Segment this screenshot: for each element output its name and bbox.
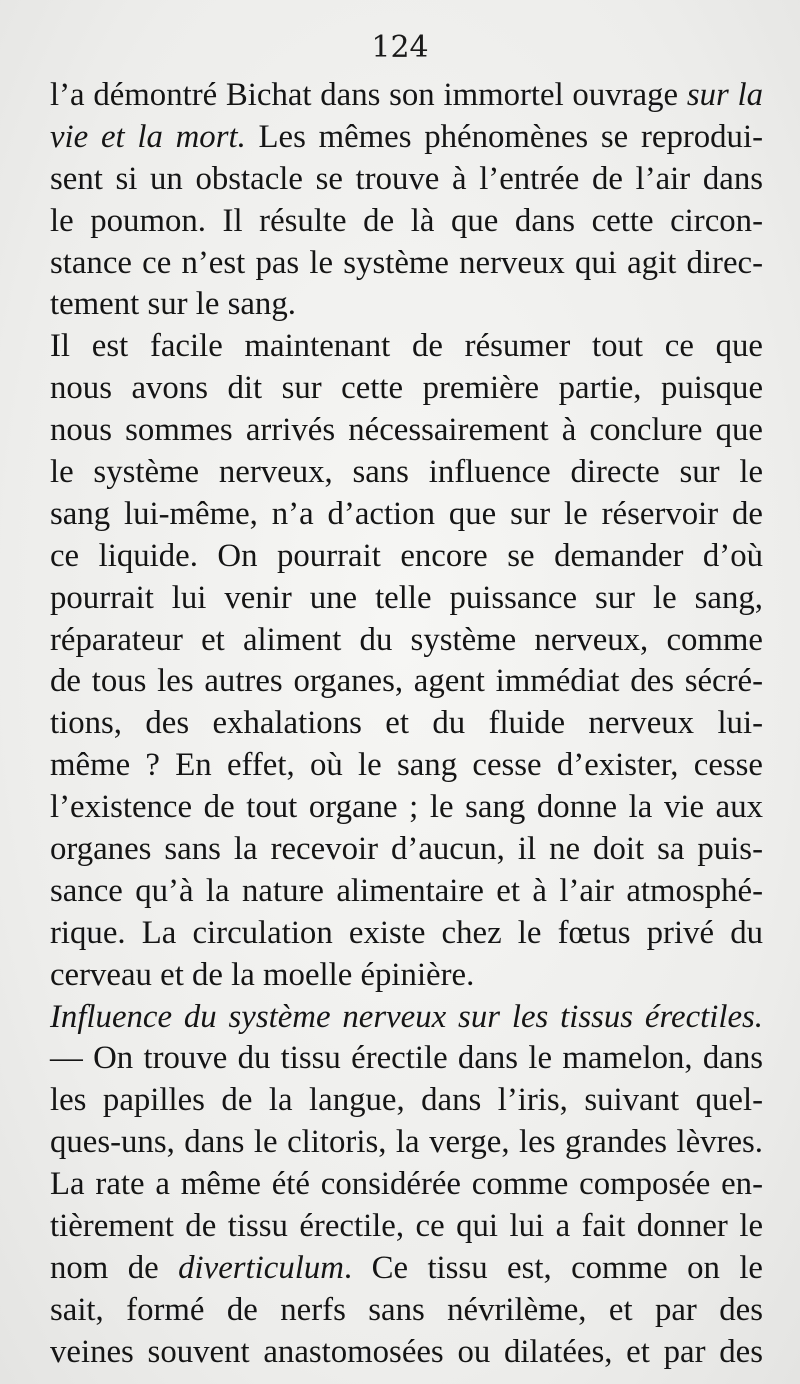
text-line <box>47 452 763 494</box>
text-run: La rate a même été considérée comme composée en- <box>50 1166 763 1203</box>
italic-text-run: vie et la mort. <box>50 118 246 155</box>
text-line <box>47 326 763 368</box>
text-line <box>47 117 763 159</box>
text-run: — On trouve du tissu érectile dans le mamelon, dans <box>50 1040 763 1077</box>
text-run: sent si un obstacle se trouve à l’entrée de l’air dans <box>50 160 763 197</box>
text-run: stance ce n’est pas le système nerveux qui agit direc- <box>50 244 763 281</box>
text-run: sang lui-même, n’a d’action que sur le réservoir de <box>50 495 763 532</box>
text-line <box>47 284 763 326</box>
text-line <box>47 829 763 871</box>
text-line <box>47 745 763 787</box>
italic-text-run: sur la <box>686 77 763 113</box>
text-run: tions, des exhalations et du fluide nerveux lui- <box>50 705 763 742</box>
text-run: Les mêmes phénomènes se reprodui- <box>245 118 763 155</box>
italic-text-run: diverticulum <box>178 1249 344 1286</box>
text-run: cerveau et de la moelle épinière. <box>50 956 475 993</box>
text-line <box>47 201 763 243</box>
text-run: nous avons dit sur cette première partie, puisque <box>50 370 763 407</box>
text-run: nom de <box>50 1249 179 1286</box>
text-run: tièrement de tissu érectile, ce qui lui a fait donner le <box>50 1208 763 1245</box>
text-run: sait, formé de nerfs sans névrilème, et par des <box>50 1291 763 1328</box>
text-line <box>47 410 763 452</box>
text-line <box>47 536 763 578</box>
text-line <box>47 1038 763 1080</box>
text-line <box>47 913 763 955</box>
text-line <box>47 620 763 662</box>
text-line <box>47 1080 763 1122</box>
text-run: pourrait lui venir une telle puissance sur le sang, <box>50 579 763 616</box>
text-line <box>47 703 763 745</box>
text-line <box>47 159 763 201</box>
text-line <box>47 787 763 829</box>
text-run: même ? En effet, où le sang cesse d’exister, cesse <box>50 747 763 784</box>
text-run: l’existence de tout organe ; le sang donne la vie aux <box>50 789 763 826</box>
text-line <box>47 368 763 410</box>
text-run: de tous les autres organes, agent immédiat des sécré- <box>50 663 763 700</box>
text-line <box>47 1290 763 1332</box>
text-run: l’a démontré Bichat dans son immortel ouvrage <box>50 77 687 113</box>
text-line <box>47 1122 763 1164</box>
text-run: tement sur le sang. <box>50 286 296 323</box>
text-line <box>47 1332 763 1374</box>
text-line <box>47 871 763 913</box>
text-run: ques-uns, dans le clitoris, la verge, les grandes lèvres. <box>50 1124 763 1161</box>
text-line <box>47 578 763 620</box>
text-line <box>47 1248 763 1290</box>
text-run: organes sans la recevoir d’aucun, il ne doit sa puis- <box>50 831 763 868</box>
text-line <box>47 1206 763 1248</box>
italic-text-run: Influence du système nerveux sur les tissus érectiles. <box>50 998 763 1035</box>
text-run: les papilles de la langue, dans l’iris, suivant quel- <box>50 1082 763 1119</box>
text-line <box>47 494 763 536</box>
text-line <box>47 997 763 1039</box>
page-number: 124 <box>371 30 429 65</box>
text-line <box>47 75 763 117</box>
text-run: ce liquide. On pourrait encore se demander d’où <box>50 537 763 574</box>
text-line <box>47 243 763 285</box>
text-run: nous sommes arrivés nécessairement à conclure que <box>50 412 763 449</box>
text-run: Il est facile maintenant de résumer tout ce que <box>50 328 763 365</box>
text-run: veines souvent anastomosées ou dilatées, et par des <box>50 1333 763 1370</box>
text-line <box>47 1164 763 1206</box>
text-run: rique. La circulation existe chez le fœtus privé du <box>50 914 763 951</box>
text-run: . Ce tissu est, comme on le <box>343 1249 763 1286</box>
text-run: réparateur et aliment du système nerveux, comme <box>50 621 763 658</box>
text-line <box>47 661 763 703</box>
text-run: sance qu’à la nature alimentaire et à l’air atmosphé- <box>50 872 763 909</box>
text-run: le système nerveux, sans influence directe sur le <box>50 454 763 491</box>
text-run: le poumon. Il résulte de là que dans cette circon- <box>50 202 763 239</box>
body-text <box>47 75 763 1374</box>
text-line <box>47 955 763 997</box>
